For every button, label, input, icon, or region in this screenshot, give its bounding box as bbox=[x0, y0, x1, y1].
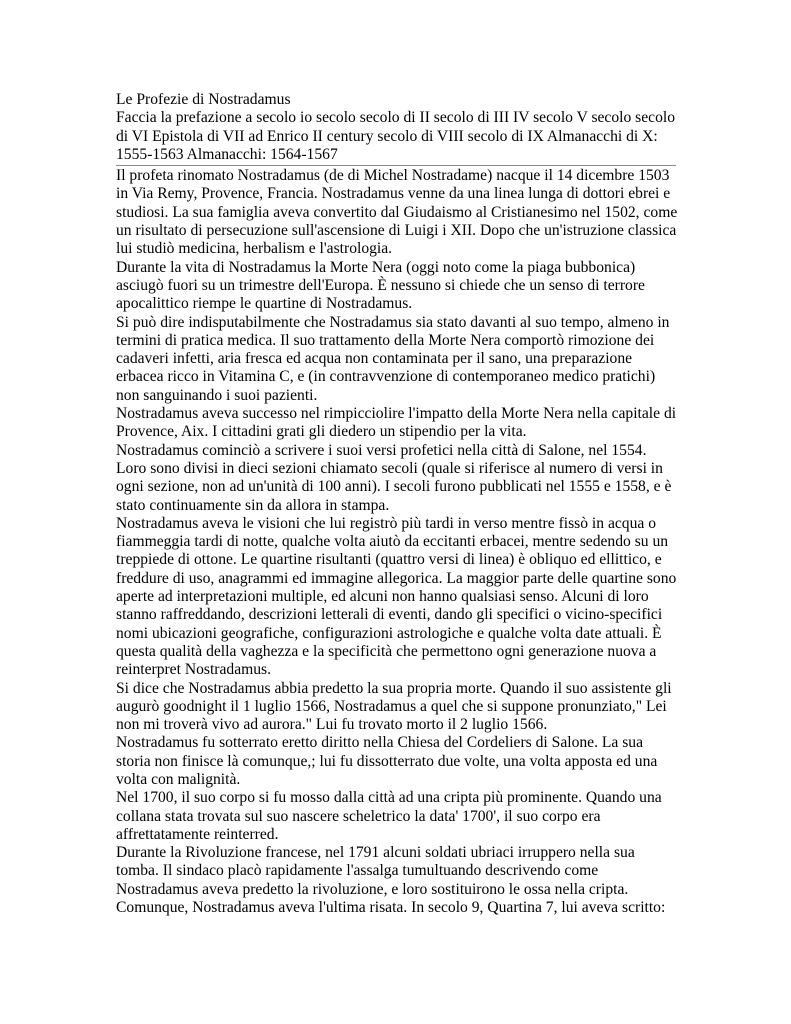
paragraph-black-death: Durante la vita di Nostradamus la Morte Nera (oggi noto come la piaga bubbonica) asciugò fuori su un trimestre dell'Europa. È nessuno si chiede che un senso di terrore apocalittico riempe le quartine di Nostradamus. bbox=[116, 258, 645, 313]
section-navigation-text: Faccia la prefazione a secolo io secolo secolo di II secolo di III IV secolo V secolo secolo di VI Epistola di VII ad Enrico II century secolo di VIII secolo di IX Almanacchi di X: 1555-1563 Almanacchi: 1564-1567 bbox=[116, 109, 676, 163]
paragraph-medical-practice: Si può dire indisputabilmente che Nostradamus sia stato davanti al suo tempo, almeno in termini di pratica medica. Il suo trattamento della Morte Nera comportò rimozione dei cadaveri infetti, aria fresca ed acqua non contaminata per il sano, una preparazione erbacea ricco in Vitamina C, e (in contravvenzione di contemporaneo medico pratichi) non sanguinando i suoi pazienti. bbox=[116, 313, 670, 404]
paragraph-centuries: Nostradamus cominciò a scrivere i suoi versi profetici nella città di Salone, nel 1554. Loro sono divisi in dieci sezioni chiamato secoli (quale si riferisce al numero di versi in ogni sezione, non ad un'unità di 100 anni). I secoli furono pubblicati nel 1555 e 1558, e è stato continuamente sin da allora in stampa. bbox=[116, 441, 672, 514]
paragraph-revolution: Durante la Rivoluzione francese, nel 1791 alcuni soldati ubriaci irruppero nella sua tomba. Il sindaco placò rapidamente l'assalga tumultuando descrivendo come Nostradamus aveva predetto la rivoluzione, e loro sostituirono le ossa nella cripta. bbox=[116, 844, 635, 898]
paragraph-burial: Nostradamus fu sotterrato eretto diritto nella Chiesa del Cordeliers di Salone. La sua storia non finisce là comunque,; lui fu dissotterrato due volte, una volta apposta ed una volta con malignità. bbox=[116, 734, 658, 788]
body-text bbox=[116, 167, 678, 917]
document-page bbox=[116, 91, 678, 917]
paragraph-aix: Nostradamus aveva successo nel rimpicciolire l'impatto della Morte Nera nella capitale di Provence, Aix. I cittadini grati gli diedero un stipendio per la vita. bbox=[116, 405, 677, 441]
paragraph-biography: Il profeta rinomato Nostradamus (de di Michel Nostradame) nacque il 14 dicembre 1503 in Via Remy, Provence, Francia. Nostradamus venne da una linea lunga di dottori ebrei e studiosi. La sua famiglia aveva convertito dal Giudaismo al Cristianesimo nel 1502, come un risultato di persecuzione sull'ascensione di Luigi i XII. Dopo che un'istruzione classica lui studiò medicina, herbalism e l'astrologia. bbox=[116, 167, 678, 258]
paragraph-last-laugh: Comunque, Nostradamus aveva l'ultima risata. In secolo 9, Quartina 7, lui aveva scritto: bbox=[116, 899, 666, 917]
page-title: Le Profezie di Nostradamus bbox=[116, 91, 291, 108]
paragraph-1700: Nel 1700, il suo corpo si fu mosso dalla città ad una cripta più prominente. Quando una collana stata trovata sul suo nascere scheletrico la data' 1700', il suo corpo era affrettatamente reinterred. bbox=[116, 789, 662, 843]
horizontal-divider bbox=[116, 165, 676, 166]
paragraph-death: Si dice che Nostradamus abbia predetto la sua propria morte. Quando il suo assistente gli augurò goodnight il 1 luglio 1566, Nostradamus a quel che si suppone pronunziato," Lei non mi troverà vivo ad aurora." Lui fu trovato morto il 2 luglio 1566. bbox=[116, 679, 672, 734]
paragraph-visions: Nostradamus aveva le visioni che lui registrò più tardi in verso mentre fissò in acqua o fiammeggia tardi di notte, qualche volta aiutò da eccitanti erbacei, mentre sedendo su un treppiede di ottone. Le quartine risultanti (quattro versi di linea) è obliquo ed ellittico, e freddure di uso, anagrammi ed immagine allegorica. La maggior parte delle quartine sono aperte ad interpretazioni multiple, ed alcuni non hanno qualsiasi senso. Alcuni di loro stanno raffreddando, descrizioni letterali di eventi, dando gli specifici o vicino-specifici nomi ubicazioni geografiche, configurazioni astrologiche e qualche volta date attuali. È questa qualità della vaghezza e la specificità che permettono ogni generazione nuova a reinterpret Nostradamus. bbox=[116, 514, 677, 679]
